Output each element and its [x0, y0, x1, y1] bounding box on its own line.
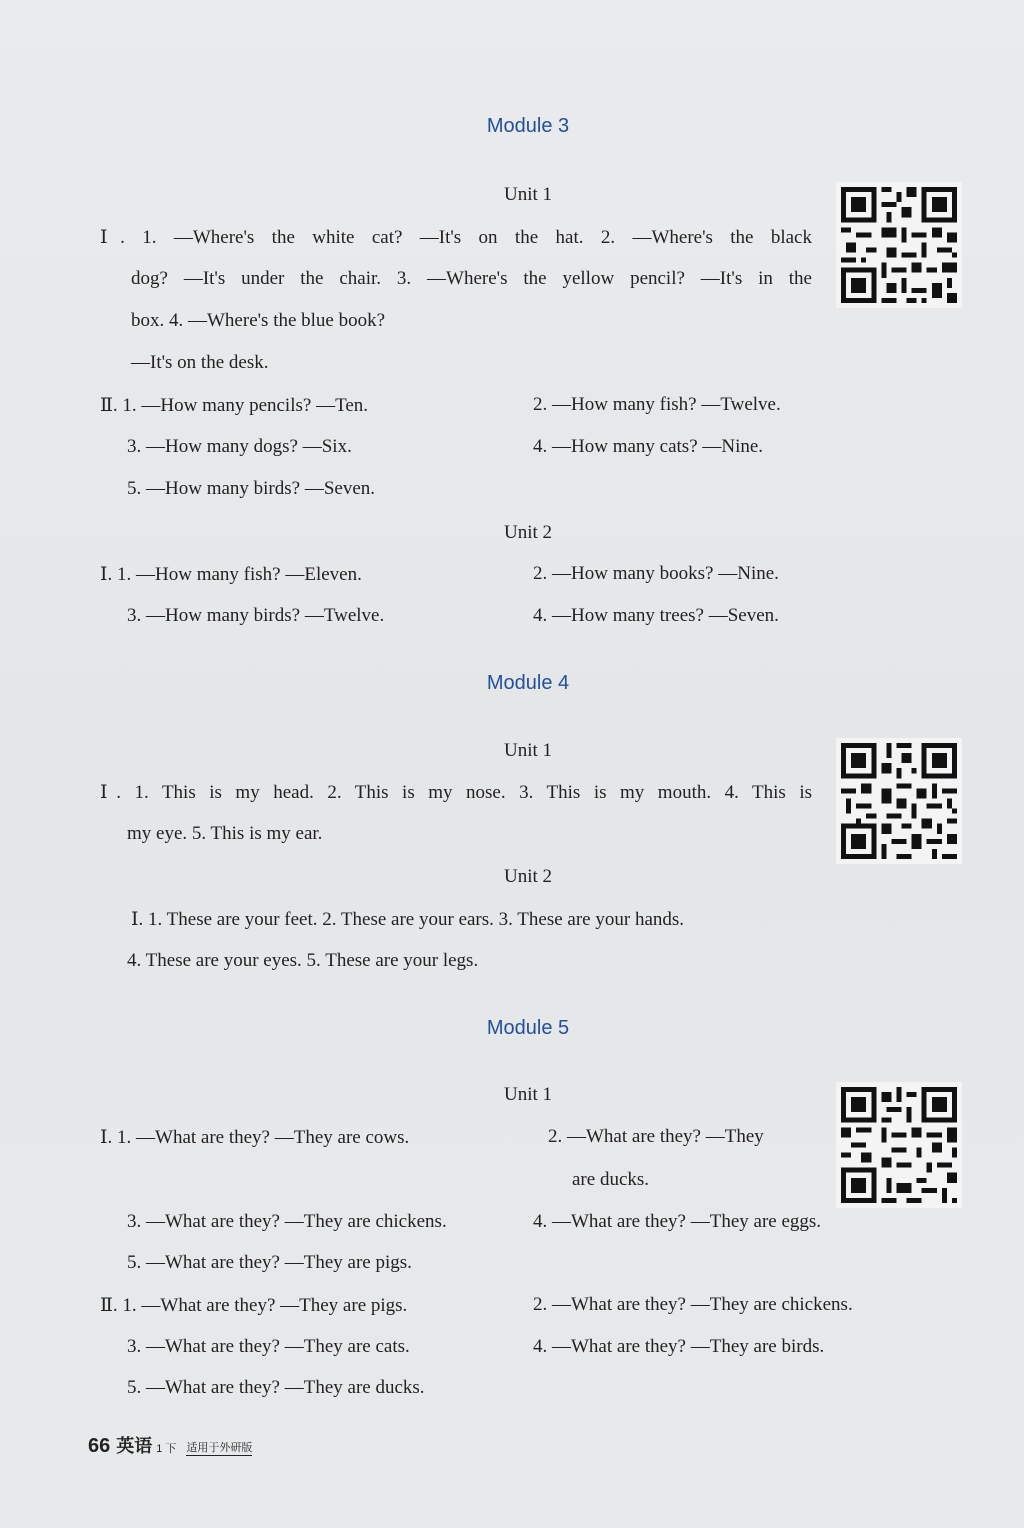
answer-item: 3. —What are they? —They are cats.: [127, 1336, 410, 1357]
answer-item: Ⅰ. 1. —How many fish? —Eleven.: [100, 564, 362, 585]
grade-label: 1 下: [156, 1443, 177, 1455]
answer-item: 2. —What are they? —They: [548, 1126, 764, 1147]
unit-title: Unit 1: [503, 1084, 553, 1105]
qr-code-icon: [836, 1082, 962, 1208]
answer-item: 4. —What are they? —They are birds.: [533, 1336, 825, 1357]
answer-line: Ⅰ. 1. This is my head. 2. This is my nose. 3. This is my mouth. 4. This is: [100, 782, 812, 803]
answer-item: 2. —What are they? —They are chickens.: [533, 1294, 853, 1315]
answer-item: 2. —How many books? —Nine.: [533, 563, 779, 584]
answer-item: Ⅰ. 1. —What are they? —They are cows.: [100, 1127, 410, 1148]
answer-line: —It's on the desk.: [131, 352, 269, 373]
answer-item: Ⅱ. 1. —What are they? —They are pigs.: [100, 1295, 408, 1316]
answer-item: 4. —How many cats? —Nine.: [533, 436, 764, 457]
answer-line: Ⅰ. 1. These are your feet. 2. These are your ears. 3. These are your hands.: [131, 909, 685, 930]
answer-line: my eye. 5. This is my ear.: [127, 823, 323, 844]
answer-item: 5. —What are they? —They are pigs.: [127, 1252, 412, 1273]
unit-title: Unit 1: [503, 184, 553, 205]
module-title: Module 4: [486, 672, 570, 694]
answer-line: dog? —It's under the chair. 3. —Where's the yellow pencil? —It's in the: [131, 268, 812, 289]
answer-line: Ⅰ. 1. —Where's the white cat? —It's on the hat. 2. —Where's the black: [100, 227, 812, 248]
answer-item: are ducks.: [572, 1169, 650, 1190]
answer-item: 4. —What are they? —They are eggs.: [533, 1211, 822, 1232]
answer-item: 5. —How many birds? —Seven.: [127, 478, 376, 499]
answer-item: Ⅱ. 1. —How many pencils? —Ten.: [100, 395, 369, 416]
qr-code-icon: [836, 182, 962, 308]
answer-item: 2. —How many fish? —Twelve.: [533, 394, 781, 415]
module-title: Module 3: [486, 115, 570, 137]
unit-title: Unit 2: [503, 522, 553, 543]
edition-label: 适用于外研版: [186, 1439, 252, 1456]
page-number: 66: [88, 1435, 111, 1457]
answer-item: 5. —What are they? —They are ducks.: [127, 1377, 425, 1398]
answer-line: box. 4. —Where's the blue book?: [131, 310, 386, 331]
qr-code-icon: [836, 738, 962, 864]
answer-item: 3. —How many dogs? —Six.: [127, 436, 352, 457]
module-title: Module 5: [486, 1017, 570, 1039]
answer-item: 3. —What are they? —They are chickens.: [127, 1211, 447, 1232]
answer-line: 4. These are your eyes. 5. These are your legs.: [127, 950, 479, 971]
unit-title: Unit 1: [503, 740, 553, 761]
page-footer: [88, 1432, 252, 1458]
unit-title: Unit 2: [503, 866, 553, 887]
answer-item: 4. —How many trees? —Seven.: [533, 605, 779, 626]
answer-item: 3. —How many birds? —Twelve.: [127, 605, 385, 626]
subject-label: 英语: [116, 1436, 153, 1456]
